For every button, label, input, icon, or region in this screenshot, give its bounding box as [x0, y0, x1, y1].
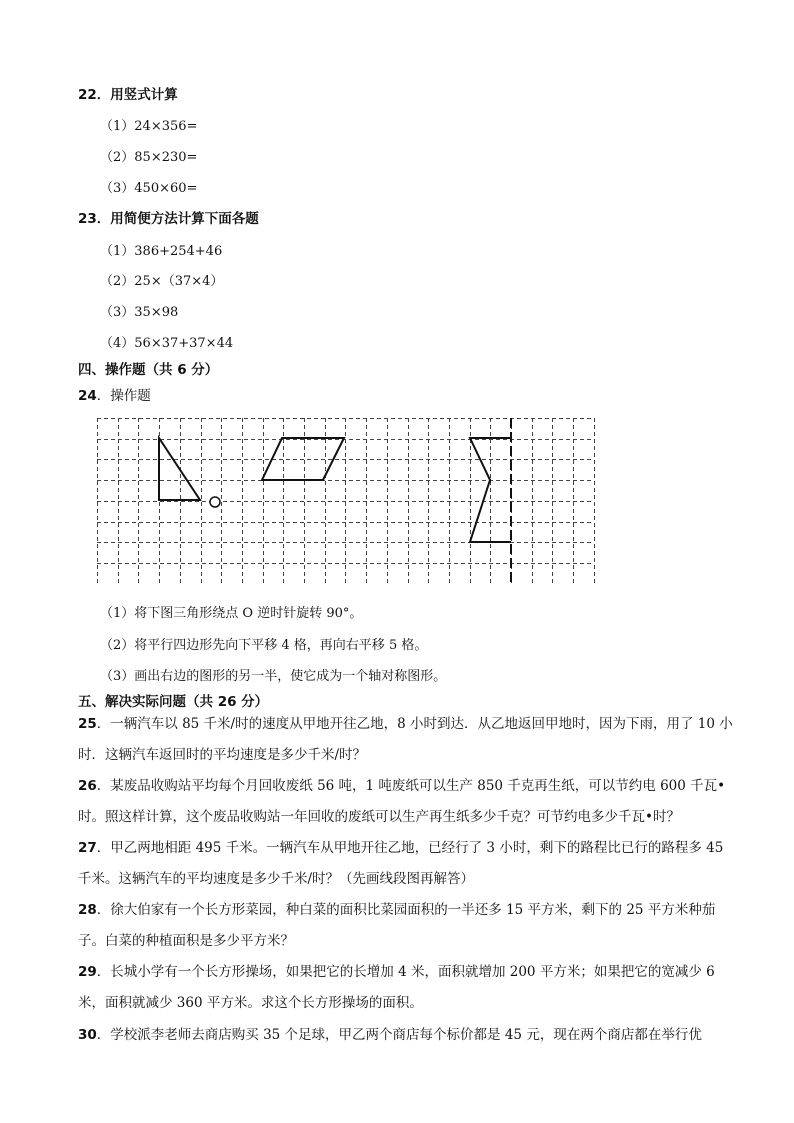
q23-title: ．用简便方法计算下面各题 [96, 211, 259, 227]
q23-item-2: （2）25×（37×4） [100, 274, 224, 289]
q22-heading [78, 83, 178, 103]
q29-text: ．长城小学有一个长方形操场，如果把它的长增加 4 米，面积就增加 200 平方米；如果把它的宽减少 6 米，面积就减少 360 平方米。求这个长方形操场的面积。 [78, 964, 715, 1011]
q25-paragraph [78, 709, 738, 771]
q27-number: 27 [78, 840, 97, 856]
q30-paragraph [78, 1020, 738, 1051]
section-4-title: 四、操作题（共 6 分） [78, 362, 219, 378]
q24-heading [78, 384, 151, 404]
triangle-shape [159, 438, 200, 500]
q26-text: ．某废品收购站平均每个月回收废纸 56 吨，1 吨废纸可以生产 850 千克再生纸，可以节约电 600 千瓦•时。照这样计算，这个废品收购站一年回收的废纸可以生产再生纸多少千克？可节约电多少千瓦•时？ [78, 778, 726, 825]
q26-paragraph [78, 771, 738, 833]
q24-title: ．操作题 [96, 388, 151, 404]
operation-grid-figure [97, 418, 595, 584]
q22-item-2: （2）85×230= [100, 150, 198, 165]
q22-item-1: （1）24×356= [100, 119, 198, 134]
q26-number: 26 [78, 778, 97, 794]
q28-text: ．徐大伯家有一个长方形菜园，种白菜的面积比菜园面积的一半还多 15 平方米，剩下的 25 平方米种茄子。白菜的种植面积是多少平方米？ [78, 902, 716, 949]
q29-number: 29 [78, 964, 97, 980]
q24-item-2: （2）将平行四边形先向下平移 4 格，再向右平移 5 格。 [100, 638, 428, 653]
q24-item-3: （3）画出右边的图形的另一半，使它成为一个轴对称图形。 [100, 669, 447, 684]
q23-item-1: （1）386+254+46 [100, 244, 223, 259]
q29-paragraph [78, 957, 738, 1019]
section-5-title: 五、解决实际问题（共 26 分） [78, 694, 269, 710]
q27-text: ．甲乙两地相距 495 千米。一辆汽车从甲地开往乙地，已经行了 3 小时，剩下的路程比已行的路程多 45 千米。这辆汽车的平均速度是多少千米/时？（先画线段图再解答） [78, 840, 724, 887]
q23-item-3: （3）35×98 [100, 305, 179, 320]
q23-heading [78, 207, 259, 227]
q23-number: 23 [78, 211, 97, 227]
q30-text: ．学校派李老师去商店购买 35 个足球，甲乙两个商店每个标价都是 45 元，现在两个商店都在举行优 [96, 1027, 702, 1043]
q28-paragraph [78, 895, 738, 957]
q27-paragraph [78, 833, 738, 895]
q30-number: 30 [78, 1027, 97, 1043]
point-o-marker [210, 497, 220, 507]
q28-number: 28 [78, 902, 97, 918]
q24-number: 24 [78, 388, 97, 404]
q22-title: ．用竖式计算 [96, 87, 178, 103]
q22-number: 22 [78, 87, 97, 103]
q23-item-4: （4）56×37+37×44 [100, 336, 234, 351]
q22-item-3: （3）450×60= [100, 181, 198, 196]
q25-text: ．一辆汽车以 85 千米/时的速度从甲地开往乙地，8 小时到达．从乙地返回甲地时，因为下雨，用了 10 小时．这辆汽车返回时的平均速度是多少千米/时？ [78, 716, 733, 763]
q24-item-1: （1）将下图三角形绕点 O 逆时针旋转 90°。 [100, 606, 363, 621]
q25-number: 25 [78, 716, 97, 732]
